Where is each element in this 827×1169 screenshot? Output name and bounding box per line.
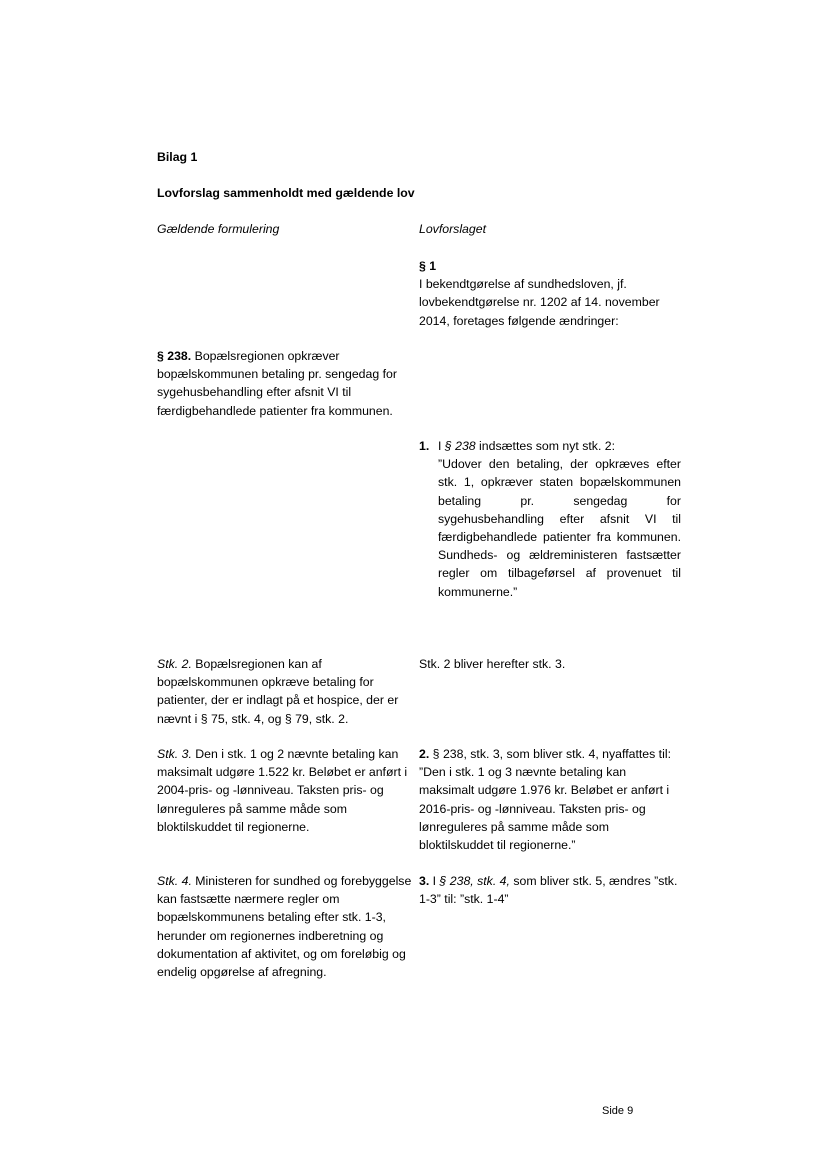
stk-ref: Stk. 3.: [157, 747, 192, 761]
current-stk-4: [157, 872, 412, 981]
amendment-3: [419, 872, 681, 908]
stk-ref: Stk. 2.: [157, 657, 192, 671]
amendment-intro-pre: I: [438, 439, 445, 453]
current-stk-3: [157, 745, 412, 836]
stk-text: Ministeren for sundhed og forebyggelse kan fastsætte nærmere regler om bopælskommunens betaling efter stk. 1-3, herunder om regionernes indberetning og dokumentation af aktivitet, og om foreløbig og endelig opgørelse af afregning.: [157, 874, 412, 980]
amendment-number: 2.: [419, 747, 430, 761]
amendment-2: [419, 745, 681, 854]
page-number: Side 9: [602, 1105, 634, 1117]
intro-text: I bekendtgørelse af sundhedsloven, jf. lovbekendtgørelse nr. 1202 af 14. november 2014, foretages følgende ændringer:: [419, 277, 660, 328]
amendment-intro-post: indsættes som nyt stk. 2:: [475, 439, 616, 453]
amendment-pre: I: [429, 874, 440, 888]
column-header-proposal: Lovforslaget: [419, 222, 486, 236]
amendment-quote: ”Udover den betaling, der opkræves efter stk. 1, opkræver staten bopælskommunen betaling pr. sengedag for sygehusbehandling efter afsnit VI til færdigbehandlede patienter fra kommunen. Sundheds- og ældreministeren fastsætter regler om tilbageførsel af provenuet til kommunerne.”: [438, 457, 681, 599]
amendment-text: § 238, stk. 3, som bliver stk. 4, nyaffattes til: ”Den i stk. 1 og 3 nævnte betaling kan maksimalt udgøre 1.976 kr. Beløbet er anført i 2016-pris- og -lønniveau. Taksten pris- og lønreguleres på samme måde som bloktilskuddet til regionerne.”: [419, 747, 671, 853]
stk-text: Den i stk. 1 og 2 nævnte betaling kan maksimalt udgøre 1.522 kr. Beløbet er anført i 2004-pris- og -lønniveau. Taksten pris- og lønreguleres på samme måde som bloktilskuddet til regionerne.: [157, 747, 408, 834]
proposal-stk-2: Stk. 2 bliver herefter stk. 3.: [419, 657, 566, 671]
amendment-number: 1.: [419, 439, 430, 453]
amendment-ref: § 238, stk. 4,: [439, 874, 510, 888]
current-section-238: [157, 347, 412, 420]
current-stk-2: [157, 655, 412, 728]
stk-text: Bopælsregionen kan af bopælskommunen opkræve betaling for patienter, der er indlagt på et hospice, der er nævnt i § 75, stk. 4, og § 79, stk. 2.: [157, 657, 399, 726]
annex-label: Bilag 1: [157, 150, 198, 164]
column-header-current: Gældende formulering: [157, 222, 280, 236]
amendment-1: [419, 437, 681, 601]
amendment-ref: § 238: [444, 439, 476, 453]
amendment-post: som bliver stk. 5, ændres ”stk. 1-3” til: ”stk. 1-4”: [419, 874, 678, 907]
intro-block: [419, 257, 681, 330]
intro-section: § 1: [419, 259, 437, 273]
amendment-number: 3.: [419, 874, 430, 888]
section-ref: § 238.: [157, 349, 192, 363]
document-title: Lovforslag sammenholdt med gældende lov: [157, 186, 415, 200]
section-text: Bopælsregionen opkræver bopælskommunen betaling pr. sengedag for sygehusbehandling efter afsnit VI til færdigbehandlede patienter fra kommunen.: [157, 349, 397, 418]
stk-ref: Stk. 4.: [157, 874, 192, 888]
